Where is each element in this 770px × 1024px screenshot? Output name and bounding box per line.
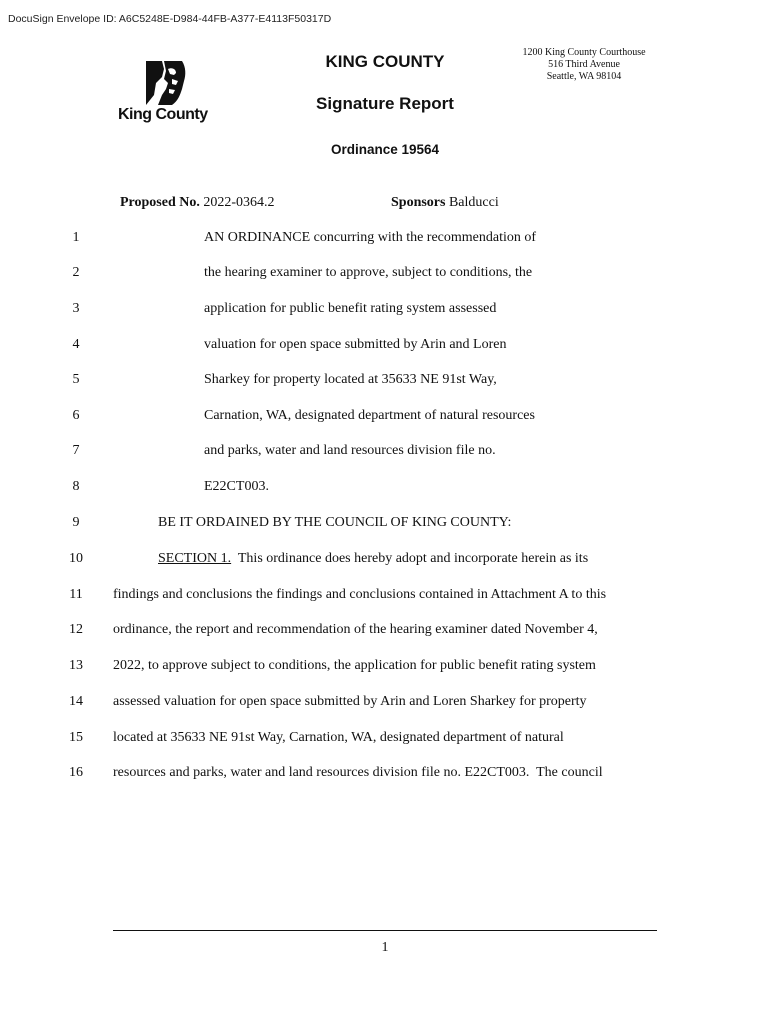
line-number: 11 [69,587,83,602]
line-number: 13 [69,658,83,673]
line-number: 16 [69,765,83,780]
proposed-number [120,195,275,211]
line-text: ordinance, the report and recommendation of the hearing examiner dated November 4, [113,622,598,637]
logo-text: King County [118,106,208,123]
line-number: 12 [69,622,83,637]
courthouse-address [510,47,658,83]
line-number: 14 [69,694,83,709]
report-title: Signature Report [316,94,454,113]
sponsors [391,195,499,211]
line-number: 1 [72,230,80,245]
line-text: Carnation, WA, designated department of natural resources [204,408,535,423]
address-line: Seattle, WA 98104 [546,71,622,82]
line-text: valuation for open space submitted by Arin and Loren [204,337,507,352]
line-number: 15 [69,730,83,745]
body-line [0,479,770,499]
body-line [0,230,770,250]
line-text: assessed valuation for open space submitted by Arin and Loren Sharkey for property [113,694,587,709]
docusign-envelope-id: DocuSign Envelope ID: A6C5248E-D984-44FB-A377-E4113F50317D [8,13,332,25]
proposed-label: Proposed No. [120,195,200,210]
line-number: 8 [72,479,80,494]
line-text: located at 35633 NE 91st Way, Carnation, WA, designated department of natural [113,730,564,745]
body-line [0,443,770,463]
section-text: This ordinance does hereby adopt and incorporate herein as its [231,551,589,566]
page-number: 1 [381,940,389,955]
body-line [0,658,770,678]
body-line [0,765,770,785]
king-county-portrait-logo-icon [142,59,188,107]
body-line [0,515,770,535]
line-text: BE IT ORDAINED BY THE COUNCIL OF KING COUNTY: [158,515,512,530]
line-number: 10 [69,551,83,566]
section-heading: SECTION 1. [158,551,232,566]
address-line: 1200 King County Courthouse [522,47,646,58]
line-number: 5 [72,372,80,387]
line-number: 9 [72,515,80,530]
line-number: 2 [72,265,80,280]
line-text: application for public benefit rating system assessed [204,301,497,316]
body-line [0,694,770,714]
proposed-value: 2022-0364.2 [203,195,275,210]
body-line [0,730,770,750]
body-line [0,622,770,642]
line-number: 7 [72,443,80,458]
line-text: 2022, to approve subject to conditions, the application for public benefit rating system [113,658,596,673]
line-text: resources and parks, water and land resources division file no. E22CT003. The council [113,765,603,780]
county-title: KING COUNTY [325,52,445,71]
line-text: findings and conclusions the findings and conclusions contained in Attachment A to this [113,587,607,602]
footer-rule [113,930,657,931]
line-text [158,551,588,567]
line-number: 3 [72,301,80,316]
line-text: AN ORDINANCE concurring with the recommendation of [204,230,537,245]
body-line [0,265,770,285]
ordinance-title: Ordinance 19564 [330,142,440,157]
sponsors-label: Sponsors [391,195,446,210]
body-line [0,408,770,428]
body-line [0,551,770,571]
line-text: and parks, water and land resources division file no. [204,443,496,458]
body-line [0,337,770,357]
sponsors-value: Balducci [448,195,499,210]
line-number: 4 [72,337,80,352]
line-text: the hearing examiner to approve, subject to conditions, the [204,265,533,280]
address-line: 516 Third Avenue [548,59,620,70]
king-county-logo [118,58,218,130]
body-line [0,372,770,392]
body-line [0,301,770,321]
line-number: 6 [72,408,80,423]
line-text: Sharkey for property located at 35633 NE 91st Way, [204,372,497,387]
line-text: E22CT003. [204,479,269,494]
body-line [0,587,770,607]
